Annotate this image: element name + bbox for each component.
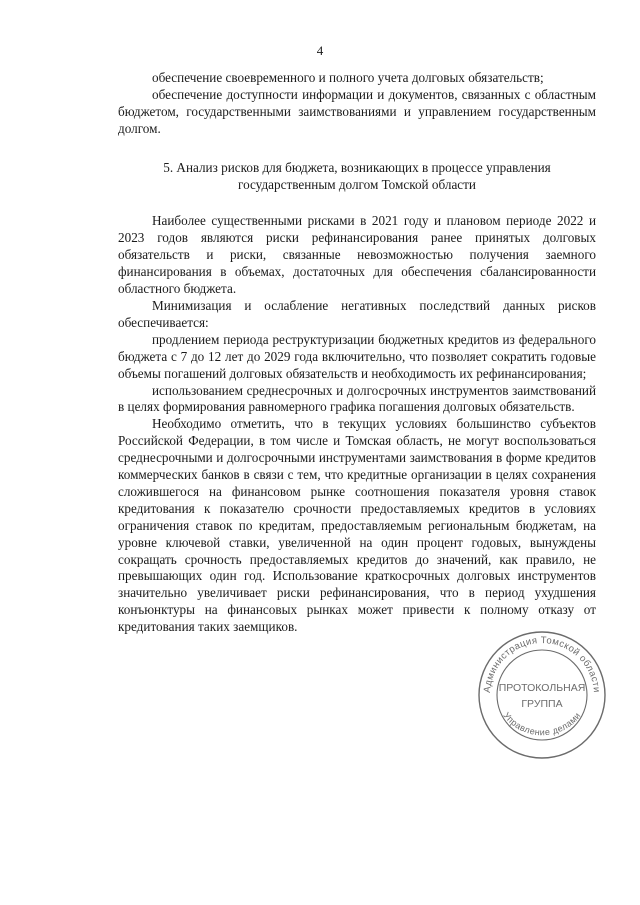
stamp-outer-top-text: Администрация Томской области	[481, 634, 603, 694]
intro-paragraph-1: обеспечение своевременного и полного учета долговых обязательств;	[152, 70, 544, 85]
section-heading-line-1: 5. Анализ рисков для бюджета, возникающих в процессе управления	[163, 159, 551, 175]
stamp-line-2: ГРУППА	[521, 698, 563, 710]
document-body	[118, 70, 596, 636]
body-paragraph-2: Минимизация и ослабление негативных последствий данных рисков обеспечивается:	[118, 297, 596, 330]
section-heading-line-2: государственным долгом Томской области	[238, 176, 476, 192]
stamp-line-1: ПРОТОКОЛЬНАЯ	[498, 682, 586, 694]
svg-text:Управление делами	[501, 710, 582, 737]
section-heading	[118, 160, 596, 194]
body-paragraph-5: Необходимо отметить, что в текущих условиях большинство субъектов Российской Федерации, в том числе и Томская область, не могут воспользоваться среднесрочными и долгосрочными инструментами заимствования в форме кредитов коммерческих банков в связи с тем, что кредитные организации в целях сохранения сложившегося на финансовом рынке соотношения показателя уровня ставок кредитования к показателю срочности предоставляемых кредитов в условиях ограничения ставок по кредитам, предоставляемым региональным бюджетам, на уровне ключевой ставки, увеличенной на один процент годовых, вынуждены сокращать срочность предоставляемых кредитов до значений, как правило, не превышающих один год. Использование краткосрочных долговых инструментов значительно увеличивает риски рефинансирования, что в период ухудшения конъюнктуры на финансовых рынках может привести к полному отказу от кредитования таких заемщиков.	[118, 416, 596, 635]
page-number: 4	[316, 43, 324, 58]
stamp-outer-bottom-text: Управление делами	[501, 710, 583, 738]
intro-paragraph-2: обеспечение доступности информации и документов, связанных с областным бюджетом, государственными заимствованиями и управлением государственным долгом.	[118, 86, 596, 136]
body-paragraph-1: Наиболее существенными рисками в 2021 году и плановом периоде 2022 и 2023 годов являются риски рефинансирования ранее принятых долговых обязательств и риски, связанные невозможностью получения заемного финансирования в объемах, достаточных для обеспечения сбалансированности областного бюджета.	[118, 213, 596, 297]
official-stamp	[474, 627, 610, 763]
stamp-seal-icon	[474, 627, 610, 763]
body-paragraph-3: продлением периода реструктуризации бюджетных кредитов из федерального бюджета с 7 до 12 лет до 2029 года включительно, что позволяет сократить годовые объемы погашений долговых обязательств и необходимость их рефинансирования;	[118, 331, 596, 381]
body-paragraph-4: использованием среднесрочных и долгосрочных инструментов заимствований в целях формирования равномерного графика погашения долговых обязательств.	[118, 382, 596, 415]
